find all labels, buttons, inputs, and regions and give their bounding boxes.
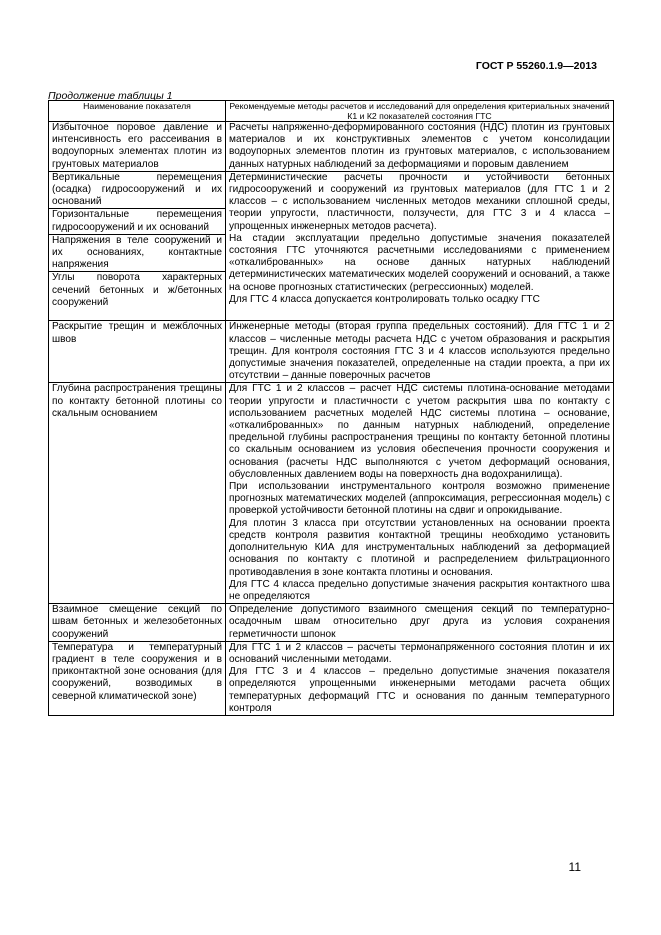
table-row [49, 321, 614, 383]
methods-paragraph: Для ГТС 1 и 2 классов – расчет НДС системы плотина-основание методами теории упругости и пластичности с учетом раскрытия шва по контакту с использованием расчетных моделей НДС системы плотина – основание, «откалиброванных» по данным натурных наблюдений, определение предельной глубины распространения трещины по контакту бетонной плотины со скальным основанием из условия обеспечения прочности сооружения и основания (расчеты НДС выполняются с учетом деформаций основания, обусловленных давлением воды на поверхность дна водохранилища). [229, 383, 610, 480]
methods-cell [226, 171, 614, 321]
column-header-indicator: Наименование показателя [49, 101, 226, 122]
methods-paragraph: Детерминистические расчеты прочности и устойчивости бетонных гидросооружений и сооружений из грунтовых материалов (для ГТС 1 и 2 классов – с использованием численных методов механики сплошной среды, теории упругости, пластичности, ползучести, для ГТС 3 и 4 класса – упрощенных инженерных методов расчета). [229, 171, 610, 232]
indicator-cell: Горизонтальные перемещения гидросооружений и их оснований [49, 209, 226, 234]
indicator-cell: Взаимное смещение секций по швам бетонных и железобетонных сооружений [49, 604, 226, 642]
indicator-cell: Избыточное поровое давление и интенсивность его рассеивания в водоупорных элементах плотин из грунтовых материалов [49, 122, 226, 172]
methods-paragraph: Для плотин 3 класса при отсутствии установленных на основании проекта средств контроля развития контактной трещины необходимо установить дополнительную КИА для инструментальных наблюдений за деформацией основания по контакту с плотиной и распределением фильтрационного противодавления в зоне контакта плотины и основания. [229, 517, 610, 578]
methods-paragraph: При использовании инструментального контроля возможно применение прогнозных математических моделей (аппроксимация, регрессионная модель) с проверкой устойчивости бетонной плотины на сдвиг и опрокидывание. [229, 481, 610, 517]
table-row [49, 171, 614, 209]
table-continuation-caption: Продолжение таблицы 1 [48, 90, 173, 102]
methods-paragraph: Для ГТС 3 и 4 классов – предельно допустимые значения показателя определяются упрощенными инженерными методами расчета общих температурных деформаций ГТС и основания по данным температурного контроля [229, 666, 610, 714]
methods-cell: Расчеты напряженно-деформированного состояния (НДС) плотин из грунтовых материалов и их конструктивных элементов с учетом консолидации водоупорных элементов плотин из грунтовых материалов, с использованием данных натурных наблюдений за деформациями и поровым давлением [226, 122, 614, 172]
table-row [49, 604, 614, 642]
indicator-cell: Раскрытие трещин и межблочных швов [49, 321, 226, 383]
methods-cell: Определение допустимого взаимного смещения секций по температурно-осадочным швам относительно друг друга из условия сохранения герметичности шпонок [226, 604, 614, 642]
methods-cell [226, 641, 614, 715]
page-number: 11 [568, 860, 581, 874]
methods-paragraph: Для ГТС 4 класса предельно допустимые значения раскрытия контактного шва не определяются [229, 578, 610, 602]
methods-cell [226, 383, 614, 604]
indicator-cell: Углы поворота характерных сечений бетонных и ж/бетонных сооружений [49, 272, 226, 321]
indicator-cell: Температура и температурный градиент в теле сооружения и в приконтактной зоне основания (для сооружений, возводимых в северной климатической зоне) [49, 641, 226, 715]
methods-cell: Инженерные методы (вторая группа предельных состояний). Для ГТС 1 и 2 классов – численные методы расчета НДС с учетом образования и раскрытия трещин. Для контроля состояния ГТС 3 и 4 классов используются предельно допустимые значения показателей, определенные на стадии проекта, а при их отсутствии – данные поверочных расчетов [226, 321, 614, 383]
table-row [49, 383, 614, 604]
methods-paragraph: На стадии эксплуатации предельно допустимые значения показателей состояния ГТС уточняются расчетными исследованиями с применением «откалиброванных» на основе данных натурных наблюдений детерминистических математических моделей сооружений и оснований, а также на основе прогнозных статистических (регрессионных) моделей. [229, 232, 610, 293]
methods-paragraph: Для ГТС 4 класса допускается контролировать только осадку ГТС [229, 293, 540, 305]
methods-paragraph: Для ГТС 1 и 2 классов – расчеты термонапряженного состояния плотин и их оснований численными методами. [229, 641, 610, 665]
indicator-cell: Напряжения в теле сооружений и их основаниях, контактные напряжения [49, 234, 226, 272]
indicator-cell: Глубина распространения трещины по контакту бетонной плотины со скальным основанием [49, 383, 226, 604]
indicator-cell: Вертикальные перемещения (осадка) гидросооружений и их оснований [49, 171, 226, 209]
table-row [49, 122, 614, 172]
criteria-methods-table [48, 100, 614, 716]
column-header-methods: Рекомендуемые методы расчетов и исследований для определения критериальных значений К1 и К2 показателей состояния ГТС [226, 101, 614, 122]
table-row [49, 641, 614, 715]
document-code: ГОСТ Р 55260.1.9—2013 [475, 60, 597, 72]
